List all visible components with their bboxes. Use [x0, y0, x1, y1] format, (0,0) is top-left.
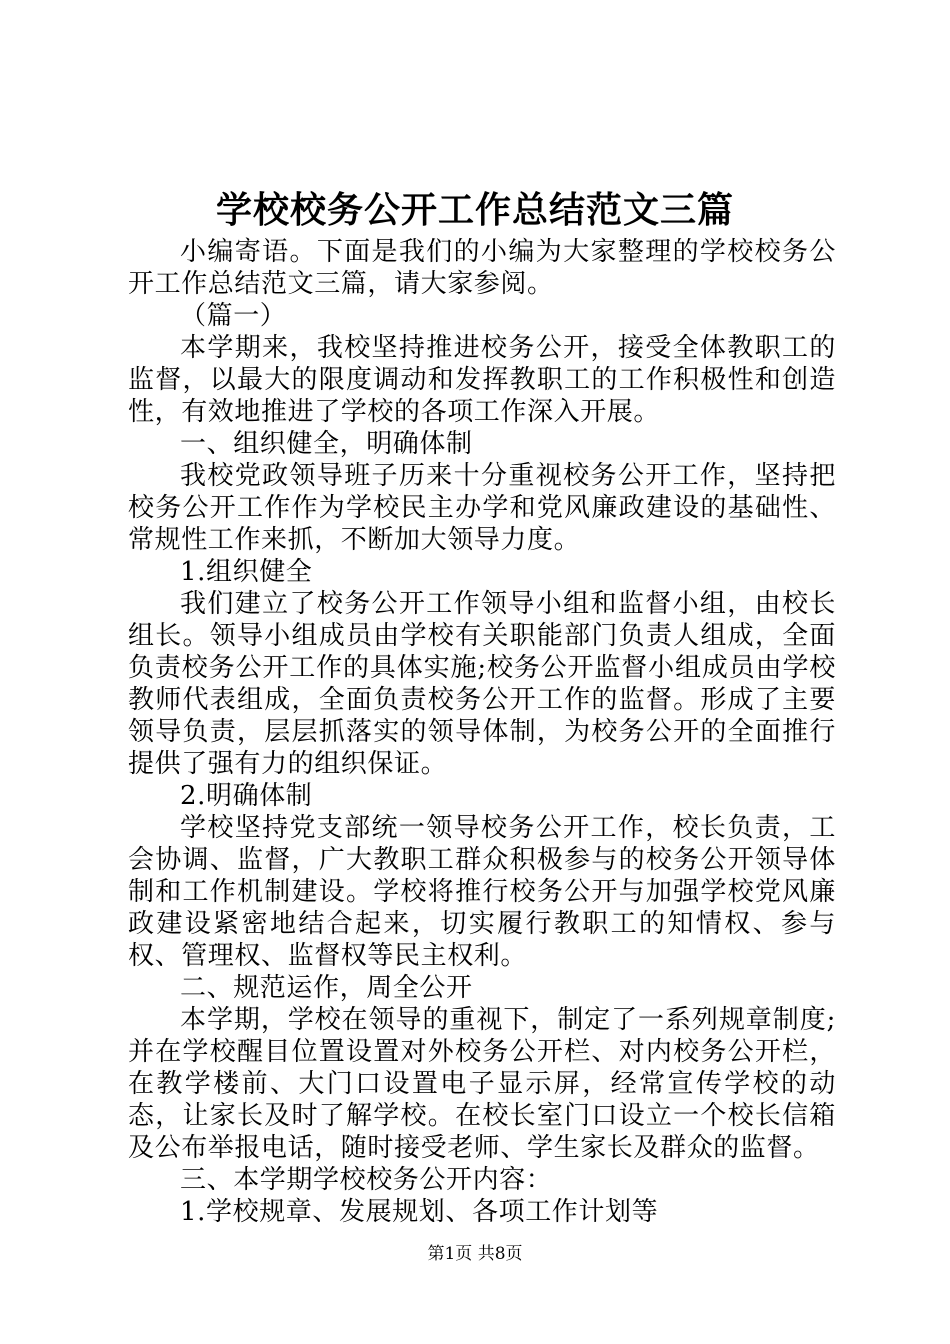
subheading-1-1: 1.组织健全: [180, 557, 313, 587]
list-item-3-1: 1.学校规章、发展规划、各项工作计划等: [180, 1197, 659, 1227]
paragraph-section-2: 本学期，学校在领导的重视下，制定了一系列规章制度;并在学校醒目位置设置对外校务公开栏、对内校务公开栏，在教学楼前、大门口设置电子显示屏，经常宣传学校的动态，让家长及时了解学校。在校长室门口设立一个校长信箱及公布举报电话，随时接受老师、学生家长及群众的监督。: [128, 1005, 836, 1163]
paragraph-intro: 小编寄语。下面是我们的小编为大家整理的学校校务公开工作总结范文三篇，请大家参阅。: [128, 237, 836, 299]
paragraph-system: 学校坚持党支部统一领导校务公开工作，校长负责，工会协调、监督，广大教职工群众积极参与的校务公开领导体制和工作机制建设。学校将推行校务公开与加强学校党风廉政建设紧密地结合起来，切实履行教职工的知情权、参与权、管理权、监督权等民主权利。: [128, 813, 836, 971]
paragraph-organization: 我们建立了校务公开工作领导小组和监督小组，由校长组长。领导小组成员由学校有关职能部门负责人组成，全面负责校务公开工作的具体实施;校务公开监督小组成员由学校教师代表组成，全面负责校务公开工作的监督。形成了主要领导负责，层层抓落实的领导体制，为校务公开的全面推行提供了强有力的组织保证。: [128, 589, 836, 779]
paragraph-part-one-label: （篇一）: [180, 301, 287, 331]
page-number-footer: 第1页 共8页: [427, 1244, 523, 1264]
section-heading-3: 三、本学期学校校务公开内容：: [180, 1165, 553, 1195]
subheading-1-2: 2.明确体制: [180, 781, 313, 811]
document-body: [128, 236, 836, 1228]
document-title: 学校校务公开工作总结范文三篇: [215, 189, 734, 231]
section-heading-2: 二、规范运作，周全公开: [180, 973, 473, 1003]
paragraph-section-1: 我校党政领导班子历来十分重视校务公开工作，坚持把校务公开工作作为学校民主办学和党风廉政建设的基础性、常规性工作来抓，不断加大领导力度。: [128, 461, 836, 555]
section-heading-1: 一、组织健全，明确体制: [180, 429, 473, 459]
paragraph-opening: 本学期来，我校坚持推进校务公开，接受全体教职工的监督，以最大的限度调动和发挥教职工的工作积极性和创造性，有效地推进了学校的各项工作深入开展。: [128, 333, 836, 427]
